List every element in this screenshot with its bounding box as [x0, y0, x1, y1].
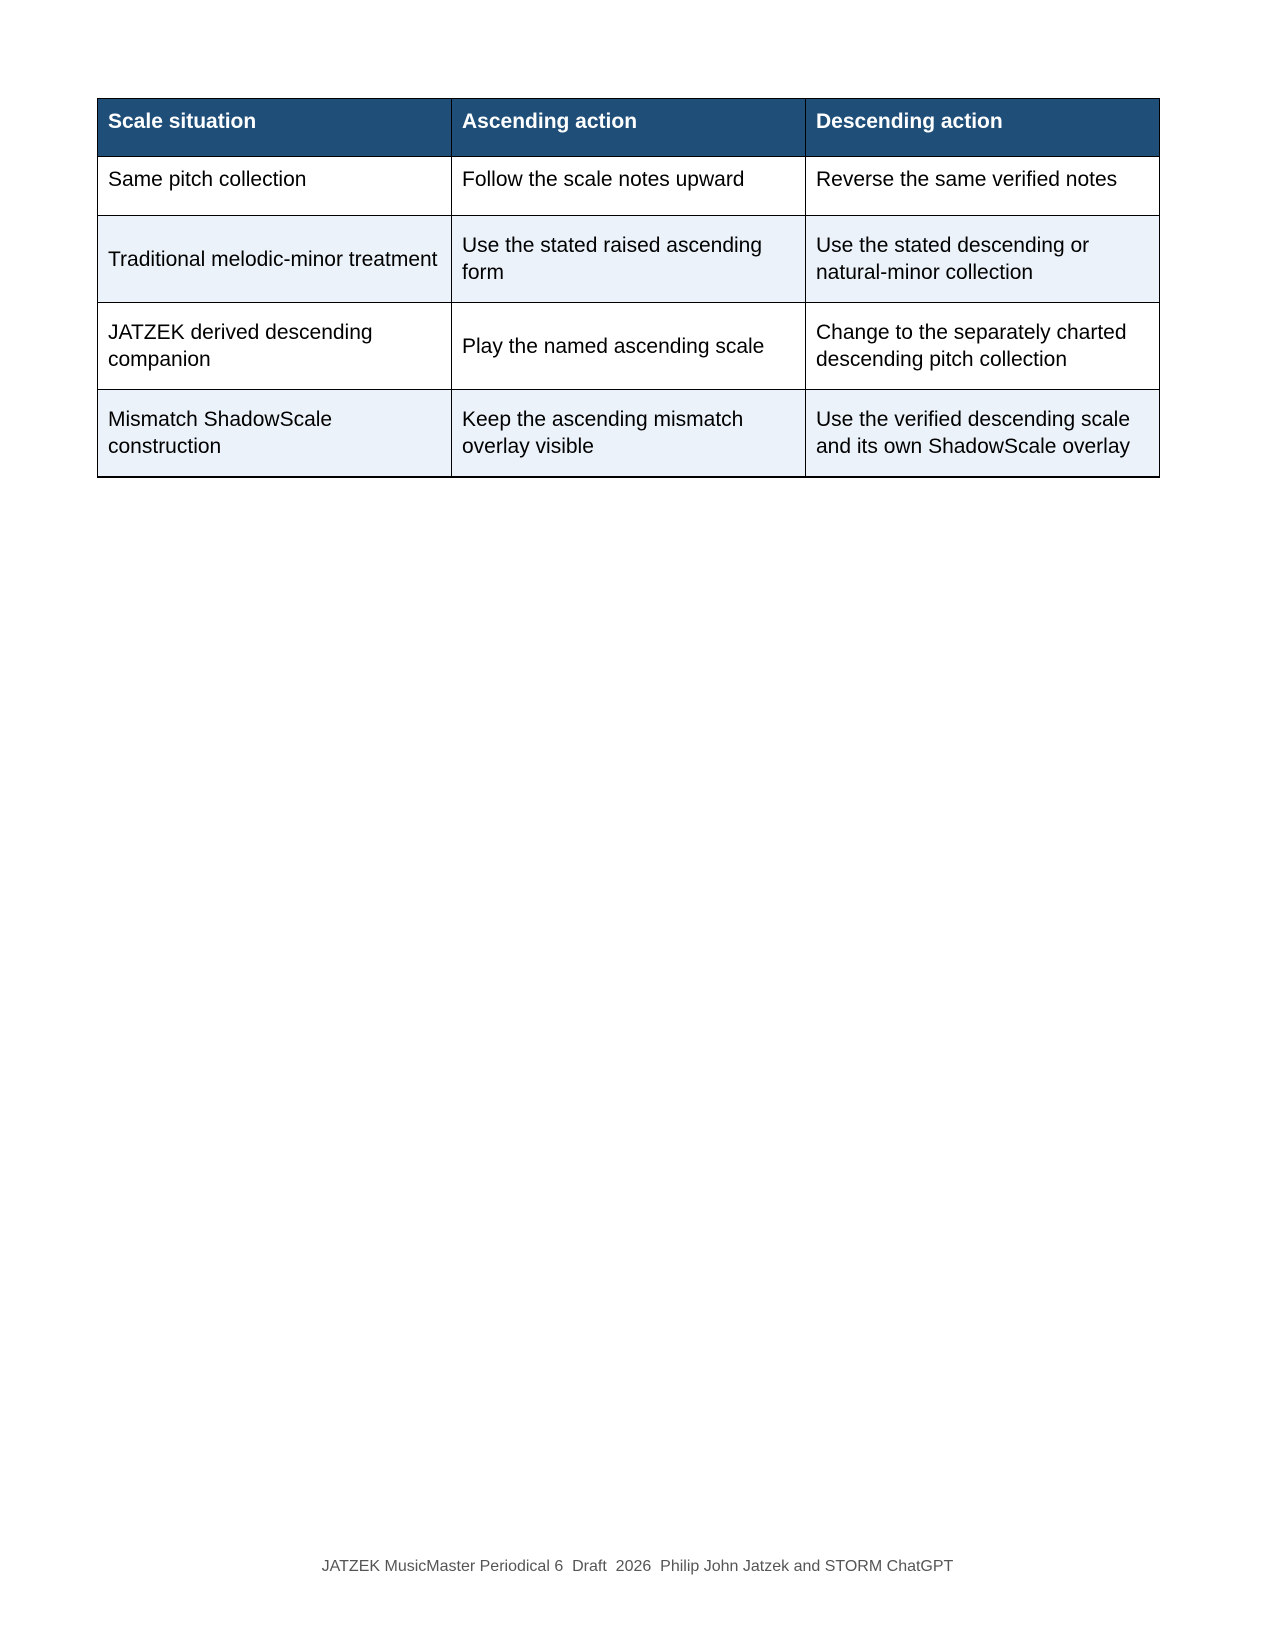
header-descending-action: Descending action: [806, 99, 1160, 157]
cell-scale-situation: Same pitch collection: [98, 157, 452, 216]
cell-ascending-action: Use the stated raised ascending form: [452, 216, 806, 303]
cell-scale-situation: JATZEK derived descending companion: [98, 303, 452, 390]
table-row: [98, 390, 1160, 477]
cell-ascending-action: Follow the scale notes upward: [452, 157, 806, 216]
header-scale-situation: Scale situation: [98, 99, 452, 157]
cell-descending-action: Use the verified descending scale and its own ShadowScale overlay: [806, 390, 1160, 477]
page-footer: JATZEK MusicMaster Periodical 6 Draft 2026 Philip John Jatzek and STORM ChatGPT: [321, 1558, 954, 1575]
cell-scale-situation: Mismatch ShadowScale construction: [98, 390, 452, 477]
table-row: [98, 303, 1160, 390]
cell-descending-action: Change to the separately charted descending pitch collection: [806, 303, 1160, 390]
scale-action-table: [97, 98, 1160, 478]
table-header-row: [98, 99, 1160, 157]
table-row: [98, 216, 1160, 303]
header-ascending-action: Ascending action: [452, 99, 806, 157]
cell-ascending-action: Keep the ascending mismatch overlay visible: [452, 390, 806, 477]
cell-descending-action: Use the stated descending or natural-minor collection: [806, 216, 1160, 303]
table-row: [98, 157, 1160, 216]
cell-descending-action: Reverse the same verified notes: [806, 157, 1160, 216]
cell-scale-situation: Traditional melodic-minor treatment: [98, 216, 452, 303]
cell-ascending-action: Play the named ascending scale: [452, 303, 806, 390]
